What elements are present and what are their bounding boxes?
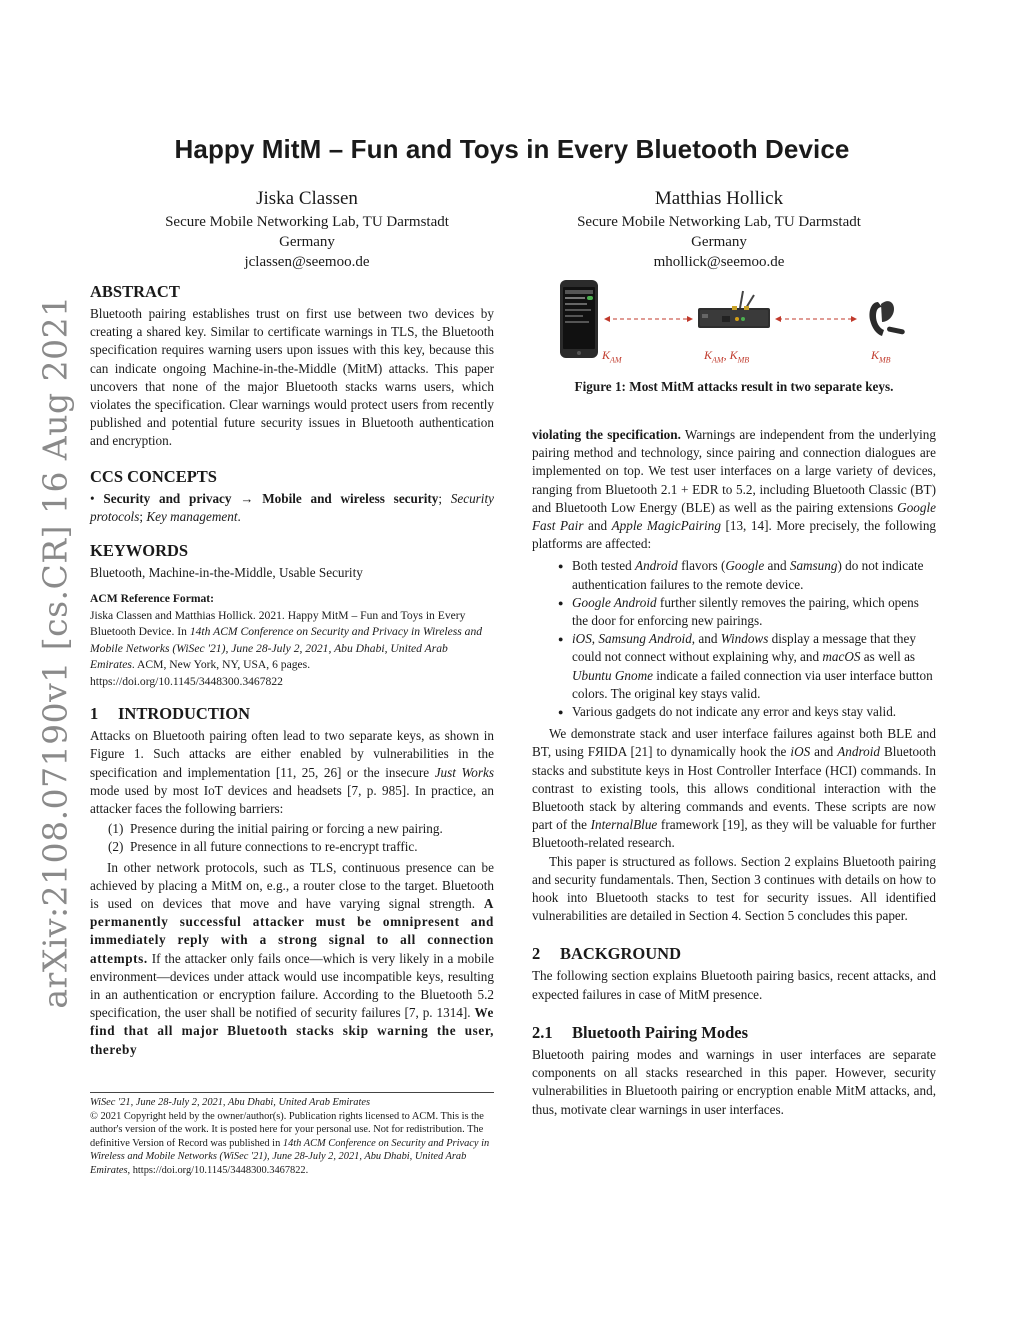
subsection-text: Bluetooth pairing modes and warnings in user interfaces are separate components on all stacks researched in this paper. However, security vulnerabilities in Bluetooth pairing or encryption enable MitM attacks, and, thus, motivate clear warnings in user interfaces.: [532, 1046, 936, 1117]
ccs-text: • Security and privacy → Mobile and wireless security; Security protocols; Key management.: [90, 490, 494, 524]
figure-1: [532, 276, 936, 376]
footnote: [90, 1092, 494, 1177]
list-item: (1) Presence during the initial pairing or forcing a new pairing.: [108, 821, 443, 837]
intro-paragraph-1: Attacks on Bluetooth pairing often lead to two separate keys, as shown in Figure 1. Such attacks are either enabled by vulnerabilities in the specification and implementation [11, 25, 26] or the insecure Just Works mode used by most IoT devices and headsets [7, p. 985]. In practice, an attacker faces the following barriers:: [90, 728, 494, 817]
right-paragraph-1: violating the specification. Warnings are independent from the underlying pairing method and technology, since pairing and connection dialogues are implemented on top. We test user interfaces on a large variety of devices, ranging from Bluetooth 2.1 + EDR to 5.2, including Bluetooth Classic (BT) and Bluetooth Low Energy (BLE) as well as the pairing extensions Google Fast Pair and Apple MagicPairing [13, 14]. More precisely, the following platforms are affected:: [532, 427, 937, 552]
acm-ref-heading: ACM Reference Format:: [90, 592, 215, 606]
left-column: [90, 281, 494, 1059]
list-item: ● Google Android further silently removes the pairing, which opens the door for enforcing new pairings.: [558, 594, 936, 630]
author-block-1: [90, 187, 524, 272]
paper-title: Happy MitM – Fun and Toys in Every Bluetooth Device: [174, 134, 850, 164]
headset-icon: [869, 301, 905, 336]
key-label-left: $K_{AM}$: [602, 348, 622, 365]
list-item: (2) Presence in all future connections to re-encrypt traffic.: [108, 839, 418, 855]
intro-heading: 1 INTRODUCTION: [90, 704, 251, 724]
author-name: Jiska Classen: [256, 188, 358, 209]
mitm-device-icon: [698, 291, 770, 328]
barrier-list: [90, 820, 494, 856]
author-affiliation: Secure Mobile Networking Lab, TU Darmstadt: [577, 214, 861, 230]
arxiv-identifier: arXiv:2108.07190v1 [cs.CR] 16 Aug 2021: [35, 295, 75, 1009]
footnote-rule: [90, 1092, 494, 1093]
acm-ref-text: Jiska Classen and Matthias Hollick. 2021. Happy MitM – Fun and Toys in Every Bluetooth Device. In 14th ACM Conference on Security and Privacy in Wireless and Mobile Networks (WiSec '21), June 28-July 2, 2021, Abu Dhabi, United Arab Emirates. ACM, New York, NY, USA, 6 pages. https://doi.org/10.1145/3448300.3467822: [90, 608, 483, 688]
author-name: Matthias Hollick: [654, 188, 784, 209]
keywords-text: Bluetooth, Machine-in-the-Middle, Usable Security: [90, 565, 363, 581]
footnote-venue: WiSec '21, June 28-July 2, 2021, Abu Dhabi, United Arab Emirates: [90, 1097, 371, 1108]
list-item: ● iOS, Samsung Android, and Windows display a message that they could not connect without explaining why, and macOS as well as Ubuntu Gnome indicate a failed connection via user interface button colors. The original key stays valid.: [558, 630, 936, 703]
abstract-heading: ABSTRACT: [90, 282, 180, 301]
ccs-heading: CCS CONCEPTS: [90, 466, 217, 486]
list-item: ● Both tested Android flavors (Google and Samsung) do not indicate authentication failures to the remote device.: [558, 557, 936, 593]
author-email: mhollick@seemoo.de: [653, 254, 785, 270]
author-affiliation: Secure Mobile Networking Lab, TU Darmstadt: [165, 214, 449, 230]
subsection-heading: 2.1 Bluetooth Pairing Modes: [532, 1022, 748, 1042]
background-heading: 2 BACKGROUND: [532, 944, 682, 964]
smartphone-icon: [560, 280, 598, 358]
link-arrow-right: [775, 316, 857, 322]
right-paragraph-2: We demonstrate stack and user interface failures against both BLE and BT, using FЯIDA [21] to dynamically hook the iOS and Android Bluetooth stacks and substitute keys in Host Controller Interface (HCI) commands. In contrast to existing tools, this allows conditional interaction with the Bluetooth stack by altering commands and events. These scripts are now part of the InternalBlue framework [19], as they will be valuable for further Bluetooth-related research.: [532, 726, 936, 851]
author-block-2: [502, 187, 936, 272]
key-label-mid: $K_{AM}$, $K_{MB}$: [704, 348, 750, 365]
intro-paragraph-2: In other network protocols, such as TLS, continuous presence can be achieved by placing a MitM on, e.g., a router close to the target. Bluetooth is used on devices that move and have varying signal strength. A permanently successful attacker must be omnipresent and immediately reply with a strong signal to all connection attempts. If the attacker only fails once—which is very likely in a mobile environment—devices under attack would use incompatible keys, resulting in an authentication or encryption failure. According to the Bluetooth 5.2 specification, the user shall be notified of security failures [7, p. 1314]. We find that all major Bluetooth stacks skip warning the user, thereby: [90, 859, 494, 1057]
author-country: Germany: [279, 234, 335, 250]
author-country: Germany: [691, 234, 747, 250]
footnote-copyright: © 2021 Copyright held by the owner/author(s). Publication rights licensed to ACM. This is the author's version of the work. It is posted here for your personal use. Not for redistribution. The definitive Version of Record was published in 14th ACM Conference on Security and Privacy in Wireless and Mobile Networks (WiSec '21), June 28-July 2, 2021, Abu Dhabi, United Arab Emirates, https://doi.org/10.1145/3448300.3467822.: [90, 1110, 490, 1176]
author-email: jclassen@seemoo.de: [244, 254, 370, 270]
background-text: The following section explains Bluetooth pairing basics, recent attacks, and expected failures in case of MitM presence.: [532, 968, 936, 1002]
list-item: ● Various gadgets do not indicate any error and keys stay valid.: [558, 703, 936, 721]
right-paragraph-3: This paper is structured as follows. Section 2 explains Bluetooth pairing and security fundamentals. Then, Section 3 continues with details on how to hook into Bluetooth stacks to test for security issues. All identified vulnerabilities are detailed in Section 4. Section 5 concludes this paper.: [532, 853, 936, 924]
keywords-heading: KEYWORDS: [90, 541, 189, 561]
platform-list: [532, 557, 936, 721]
link-arrow-left: [604, 316, 693, 322]
key-label-right: $K_{MB}$: [871, 348, 891, 365]
right-column: [532, 426, 936, 1119]
figure-caption: Figure 1: Most MitM attacks result in two separate keys.: [574, 379, 894, 394]
abstract-text: Bluetooth pairing establishes trust on first use between two devices by creating a shared key. Similar to certificate warnings in TLS, the Bluetooth specification requires warning users upon issues with this key, because this can indicate ongoing Machine-in-the-Middle (MitM) attacks. This paper uncovers that none of the major Bluetooth stacks warns users, which violates the specification. Clear warnings would protect users from recently published and potential future security issues in Bluetooth authentication and encryption.: [90, 306, 494, 449]
